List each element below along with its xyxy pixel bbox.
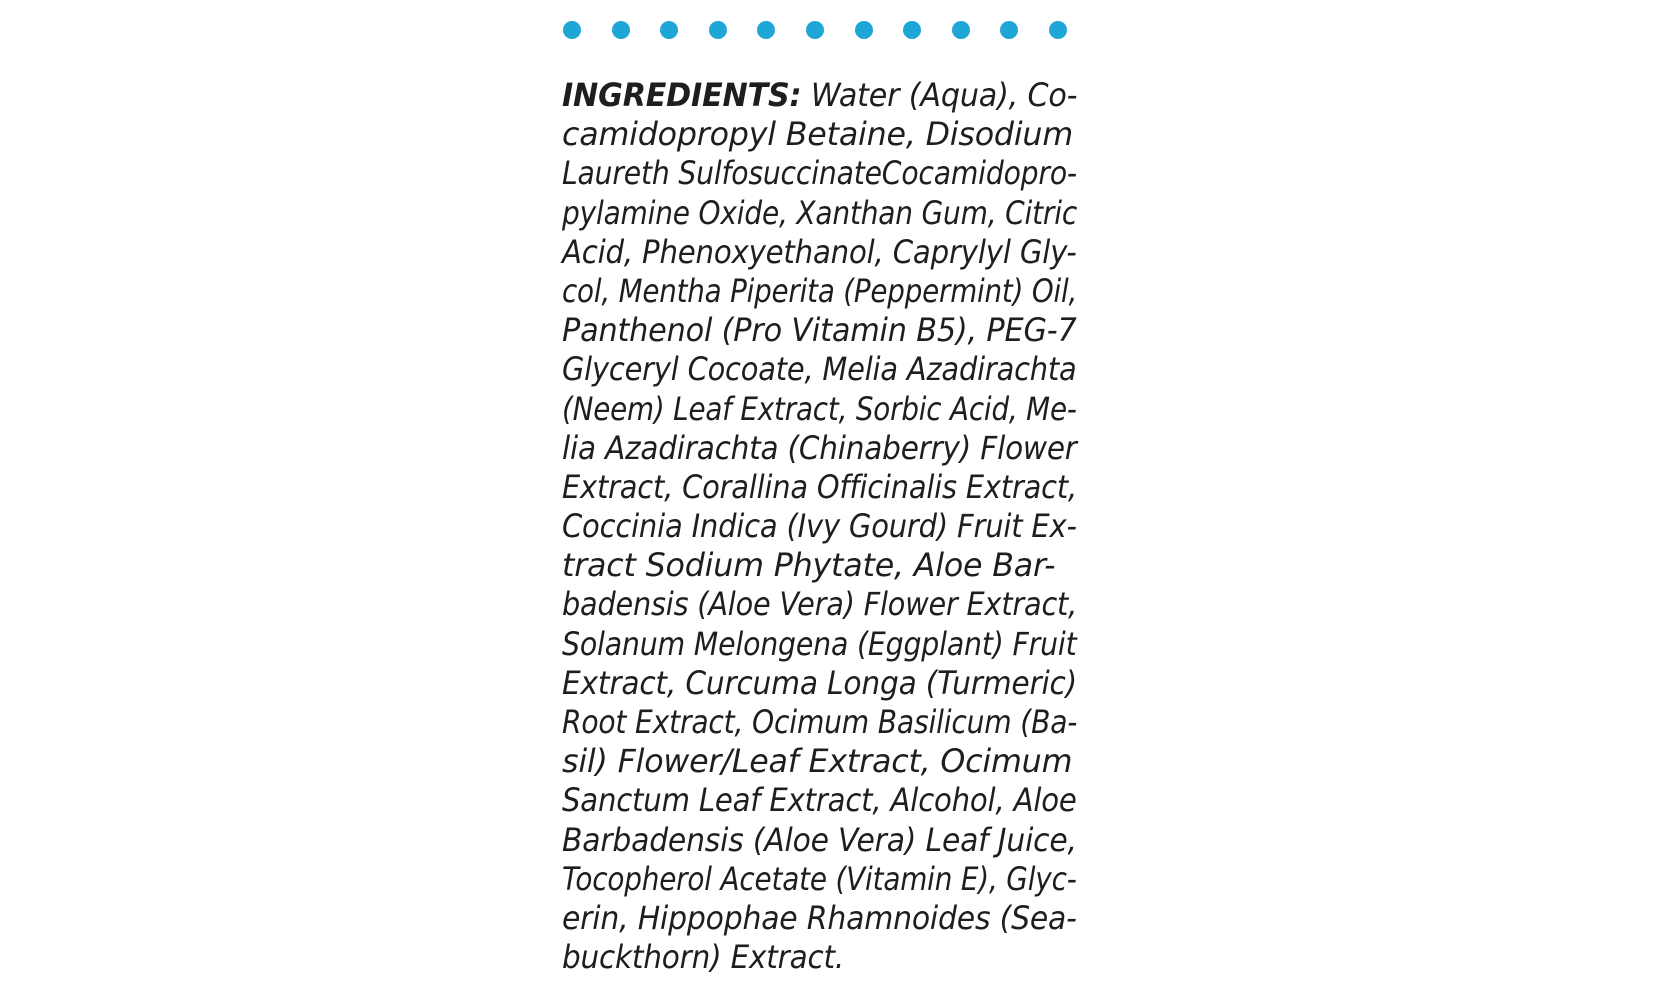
decorative-dot — [709, 21, 727, 39]
ingredients-line: Sanctum Leaf Extract, Alcohol, Aloe — [562, 781, 1077, 820]
decorative-dot — [903, 21, 921, 39]
ingredients-line: Panthenol (Pro Vitamin B5), PEG-7 — [562, 311, 1077, 350]
ingredients-block — [562, 76, 1082, 977]
ingredients-line: badensis (Aloe Vera) Flower Extract, — [562, 585, 1078, 624]
ingredients-line: Root Extract, Ocimum Basilicum (Ba- — [562, 703, 1078, 741]
decorative-dot — [1000, 21, 1018, 39]
ingredients-line: buckthorn) Extract. — [562, 938, 845, 977]
ingredients-line: tract Sodium Phytate, Aloe Bar- — [562, 546, 1056, 585]
ingredients-line: pylamine Oxide, Xanthan Gum, Citric — [562, 193, 1078, 232]
decorative-dot — [855, 21, 873, 39]
ingredients-line: (Neem) Leaf Extract, Sorbic Acid, Me- — [562, 389, 1077, 428]
ingredients-line: erin, Hippophae Rhamnoides (Sea- — [562, 898, 1077, 937]
decorative-dot — [660, 21, 678, 39]
ingredients-line: Coccinia Indica (Ivy Gourd) Fruit Ex- — [562, 507, 1077, 546]
ingredients-line: Tocopherol Acetate (Vitamin E), Glyc- — [562, 859, 1077, 898]
ingredients-heading: INGREDIENTS: — [562, 76, 802, 114]
decorative-dot — [1049, 21, 1067, 39]
ingredients-line: Extract, Curcuma Longa (Turmeric) — [562, 663, 1077, 702]
ingredients-line: Barbadensis (Aloe Vera) Leaf Juice, — [562, 820, 1077, 859]
ingredients-line — [562, 76, 1078, 115]
decorative-dot — [806, 21, 824, 39]
ingredients-line: Glyceryl Cocoate, Melia Azadirachta — [562, 350, 1077, 389]
decorative-dot-row — [563, 21, 1063, 39]
decorative-dot — [563, 21, 581, 39]
ingredients-line: Solanum Melongena (Eggplant) Fruit — [562, 624, 1077, 663]
decorative-dot — [612, 21, 630, 39]
ingredients-line: col, Mentha Piperita (Peppermint) Oil, — [562, 271, 1078, 310]
ingredients-line-text: Water (Aqua), Co- — [801, 76, 1078, 114]
decorative-dot — [952, 21, 970, 39]
ingredients-line: sil) Flower/Leaf Extract, Ocimum — [562, 742, 1073, 781]
ingredients-line: Extract, Corallina Officinalis Extract, — [562, 467, 1077, 506]
ingredients-line: camidopropyl Betaine, Disodium — [562, 115, 1074, 154]
ingredients-line: lia Azadirachta (Chinaberry) Flower — [562, 428, 1077, 467]
ingredients-line: Acid, Phenoxyethanol, Caprylyl Gly- — [562, 232, 1077, 271]
ingredients-line: Laureth SulfosuccinateCocamidopro- — [562, 154, 1077, 193]
decorative-dot — [757, 21, 775, 39]
